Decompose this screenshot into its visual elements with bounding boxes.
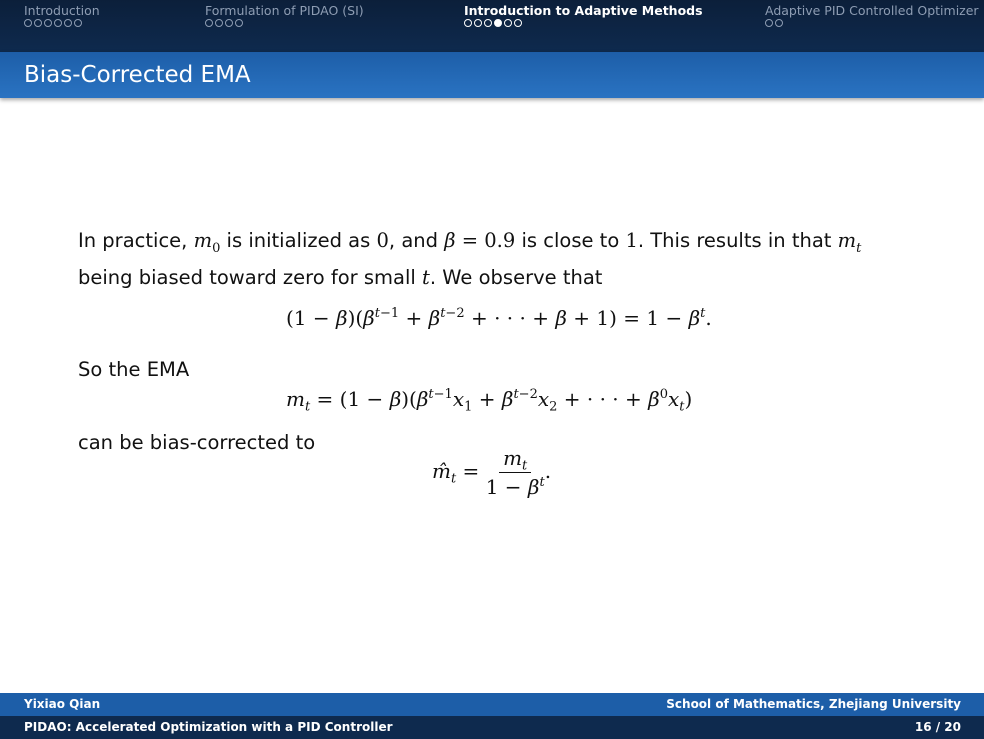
nav-dot[interactable] [215,19,223,27]
text: . We observe that [429,265,603,289]
math-inline: = 0.9 [461,229,516,252]
nav-dot[interactable] [514,19,522,27]
nav-dot[interactable] [484,19,492,27]
nav-section-label: Adaptive PID Controlled Optimizer [765,3,979,18]
math-inline: t [422,265,430,289]
nav-dot[interactable] [464,19,472,27]
equation-geometric-sum: $(1 - \beta)(\beta^{t-1} + \beta^{t-2}$ + · · · + $\beta + 1) = 1 - \beta^t$. [286,306,712,330]
text: . This results in that [637,229,832,252]
text: , and [388,229,439,252]
nav-dot[interactable] [54,19,62,27]
text: is close to [521,229,620,252]
footer-talk-title: PIDAO: Accelerated Optimization with a PID Controller [24,720,393,734]
math-inline: β [444,229,456,252]
nav-dot[interactable] [775,19,783,27]
nav-dot[interactable] [44,19,52,27]
nav-section-adaptive-methods[interactable] [464,3,703,27]
equation-bias-corrected: $m̂_t$ = $\frac{m_t}{1 - \beta^t}$ . [432,446,552,499]
nav-dot[interactable] [765,19,773,27]
footer-institution: School of Mathematics, Zhejiang University [666,697,961,711]
slide-paragraph-1 [78,226,908,292]
text: is initialized as [226,229,371,252]
nav-dots [24,19,100,27]
fraction: $\frac{m_t}{1 - \beta^t}$ [485,446,545,499]
nav-dot[interactable] [205,19,213,27]
math-inline: 1 [625,229,638,252]
nav-dot[interactable] [235,19,243,27]
math-inline: 0 [376,229,389,252]
nav-section-label: Introduction [24,3,100,18]
nav-section-adaptive-pid[interactable] [765,3,979,27]
math-inline: $m_t$ [837,229,862,256]
equation-ema: $m_t = (1 - \beta)(\beta^{t-1}x_1 + \beta^{t-2}x_2$ + · · · + $\beta^0x_t$) [286,387,693,415]
nav-dot[interactable] [504,19,512,27]
footer-page-number: 16 / 20 [914,720,961,734]
nav-dot[interactable] [34,19,42,27]
nav-dots [765,19,979,27]
slide-title: Bias-Corrected EMA [24,62,251,88]
nav-dot[interactable] [74,19,82,27]
footer-author: Yixiao Qian [24,697,101,711]
nav-dots [464,19,703,27]
nav-dot[interactable] [474,19,482,27]
nav-section-label: Introduction to Adaptive Methods [464,3,703,18]
text: being biased toward zero for small [78,265,416,289]
nav-section-introduction[interactable] [24,3,100,27]
nav-dots [205,19,364,27]
text: In practice, [78,229,188,252]
footer-top [0,693,984,716]
navigation-bar [0,0,984,52]
nav-section-formulation[interactable] [205,3,364,27]
slide-title-bar [0,52,984,98]
nav-section-label: Formulation of PIDAO (SI) [205,3,364,18]
slide-paragraph-3: can be bias-corrected to [78,431,316,454]
nav-dot-current[interactable] [494,19,502,27]
nav-dot[interactable] [24,19,32,27]
nav-dot[interactable] [64,19,72,27]
nav-dot[interactable] [225,19,233,27]
math-inline: $m_0$ [193,229,221,256]
slide-paragraph-2: So the EMA [78,358,190,381]
footer-bottom [0,716,984,739]
